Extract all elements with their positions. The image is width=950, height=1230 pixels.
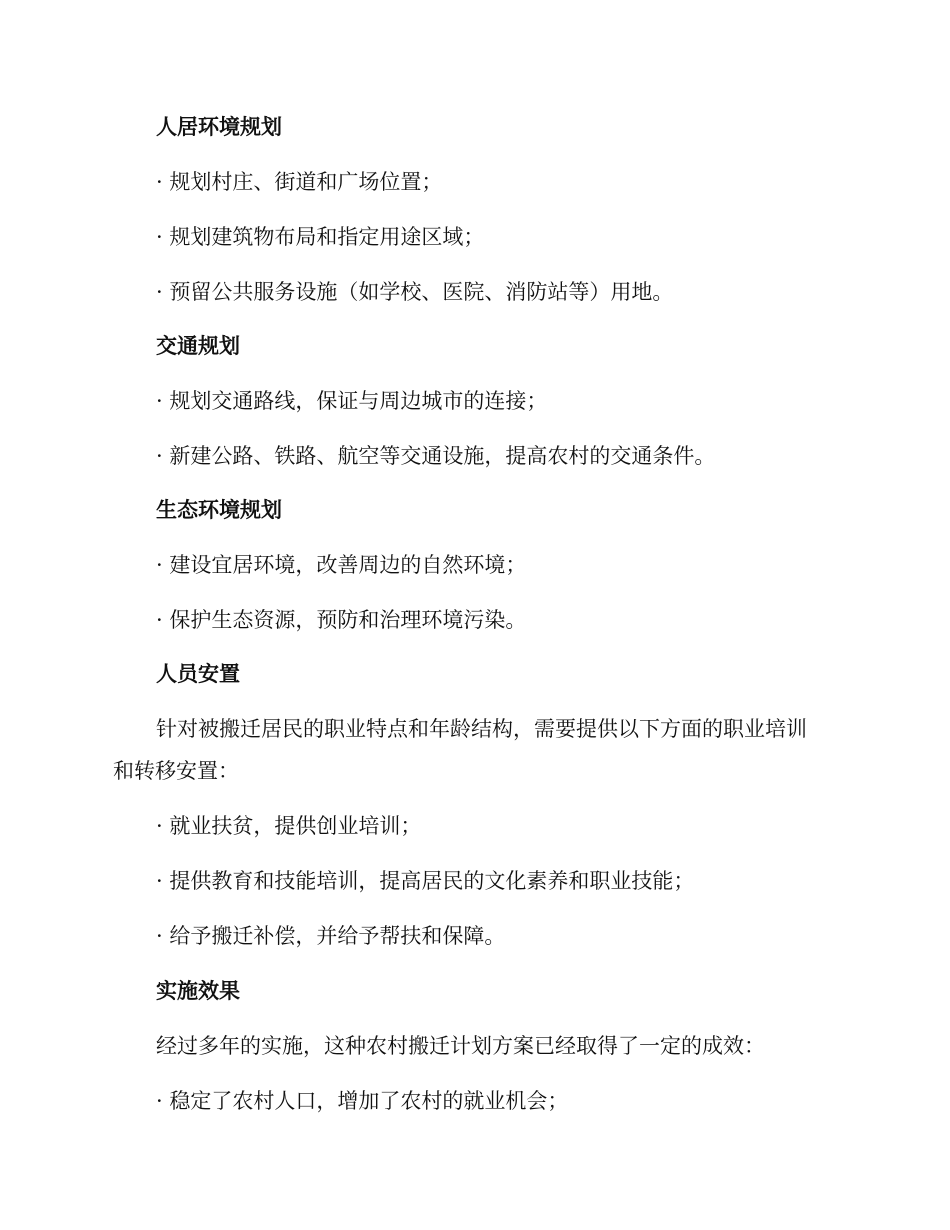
bullet-item: · 就业扶贫，提供创业培训； <box>156 814 422 838</box>
bullet-item: · 新建公路、铁路、航空等交通设施，提高农村的交通条件。 <box>156 444 716 468</box>
heading-resettlement: 人员安置 <box>156 662 240 686</box>
heading-traffic: 交通规划 <box>156 334 240 358</box>
bullet-item: · 规划交通路线，保证与周边城市的连接； <box>156 389 548 413</box>
paragraph-line: 和转移安置： <box>113 759 239 783</box>
heading-ecology: 生态环境规划 <box>156 498 282 522</box>
bullet-item: · 给予搬迁补偿，并给予帮扶和保障。 <box>156 924 506 948</box>
heading-living-environment: 人居环境规划 <box>156 115 282 139</box>
heading-effect: 实施效果 <box>156 979 240 1003</box>
bullet-item: · 预留公共服务设施（如学校、医院、消防站等）用地。 <box>156 280 674 304</box>
bullet-item: · 规划村庄、街道和广场位置； <box>156 170 443 194</box>
bullet-item: · 规划建筑物布局和指定用途区域； <box>156 225 485 249</box>
bullet-item: · 提供教育和技能培训，提高居民的文化素养和职业技能； <box>156 869 695 893</box>
paragraph-line: 针对被搬迁居民的职业特点和年龄结构，需要提供以下方面的职业培训 <box>156 717 807 741</box>
bullet-item: · 保护生态资源，预防和治理环境污染。 <box>156 608 527 632</box>
paragraph-line: 经过多年的实施，这种农村搬迁计划方案已经取得了一定的成效： <box>156 1034 765 1058</box>
bullet-item: · 建设宜居环境，改善周边的自然环境； <box>156 553 527 577</box>
bullet-item: · 稳定了农村人口，增加了农村的就业机会； <box>156 1089 569 1113</box>
